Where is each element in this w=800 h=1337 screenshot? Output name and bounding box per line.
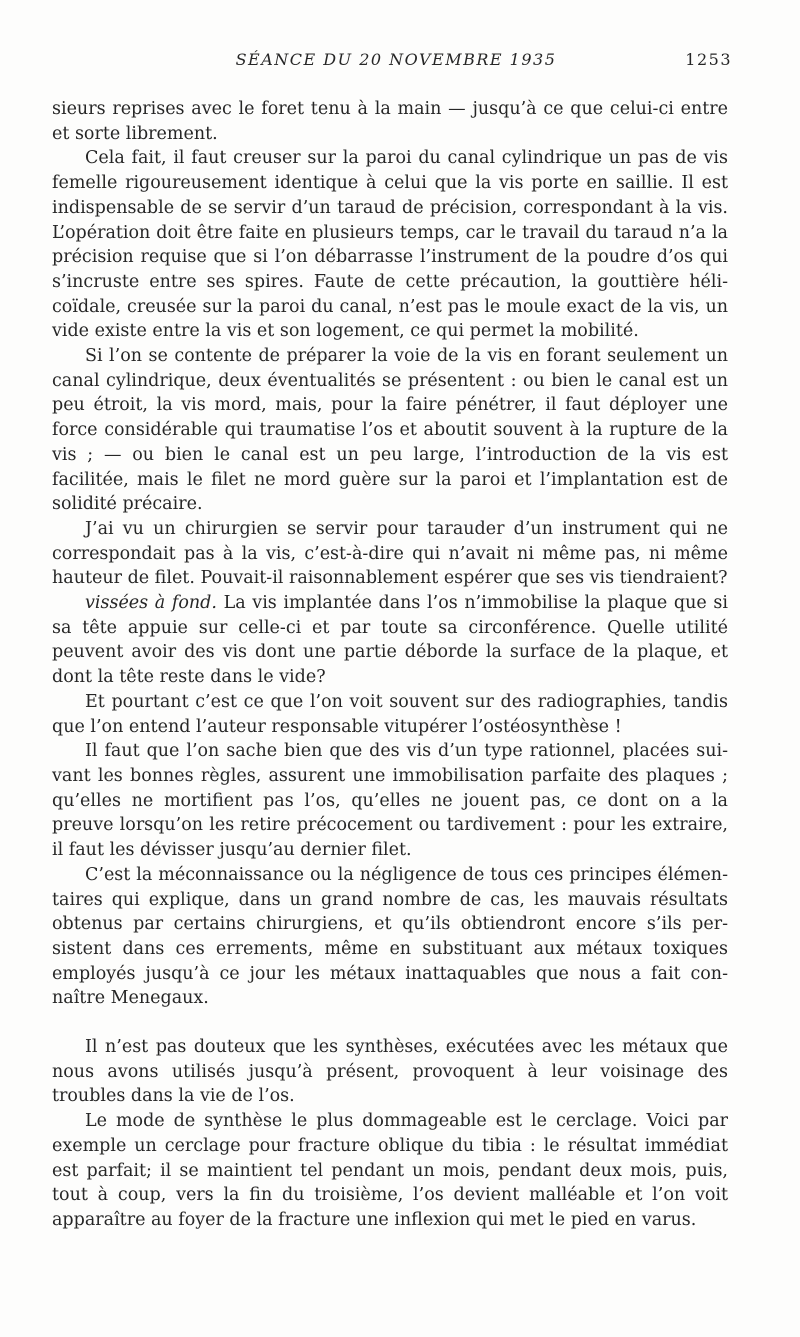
paragraph-6: Et pourtant c’est ce que l’on voit souvent sur des radiographies, tandis que l’on entend l’auteur responsable vitupérer l’ostéosynthèse !: [52, 691, 728, 737]
body-text: [52, 97, 728, 1233]
paragraph-5-text: La vis implantée dans l’os n’immobilise la plaque que si sa tête appuie sur celle-ci et par toute sa circonférence. Quelle utilité peuvent avoir des vis dont une partie déborde la surface de la plaque, et dont la tête reste dans le vide?: [52, 593, 728, 688]
paragraph-3: Si l’on se contente de préparer la voie de la vis en forant seulement un canal cylindrique, deux éventualités se présentent : ou bien le canal est un peu étroit, la vis mord, mais, pour la faire pénétrer, il faut déployer une force considérable qui traumatise l’os et aboutit souvent à la rupture de la vis ; — ou bien le canal est un peu large, l’introduction de la vis est facilitée, mais le filet ne mord guère sur la paroi et l’implantation est de solidité précaire.: [52, 346, 728, 515]
page-number: 1253: [685, 50, 732, 69]
paragraph-1: sieurs reprises avec le foret tenu à la main — jusqu’à ce que celui-ci entre et sorte librement.: [52, 99, 728, 144]
paragraph-5: [52, 591, 728, 690]
paragraph-4: J’ai vu un chirurgien se servir pour tarauder d’un instrument qui ne correspondait pas à la vis, c’est-à-dire qui n’avait ni même pas, ni même hauteur de filet. Pouvait-il raisonnablement espérer que ses vis tiendraient?: [52, 518, 728, 589]
emphasis-text: vissées à fond.: [85, 593, 217, 614]
paragraph-8: C’est la méconnaissance ou la négligence de tous ces principes élémen-taires qui explique, dans un grand nombre de cas, les mauvais résultats obtenus par certains chirurgiens, et qu’ils obtiendront encore s’ils per-sistent dans ces errements, même en substituant aux métaux toxiques employés jusqu’à ce jour les métaux inattaquables que nous a fait con-naître Menegaux.: [52, 864, 728, 1009]
running-head: SÉANCE DU 20 NOVEMBRE 1935: [235, 50, 557, 69]
paragraph-10: Le mode de synthèse le plus dommageable est le cerclage. Voici par exemple un cerclage pour fracture oblique du tibia : le résultat immédiat est parfait; il se maintient tel pendant un mois, pendant deux mois, puis, tout à coup, vers la fin du troisième, l’os devient malléable et l’on voit apparaître au foyer de la fracture une inflexion qui met le pied en varus.: [52, 1111, 728, 1230]
paragraph-7: Il faut que l’on sache bien que des vis d’un type rationnel, placées sui-vant les bonnes règles, assurent une immobilisation parfaite des plaques ; qu’elles ne mortifient pas l’os, qu’elles ne jouent pas, ce dont on a la preuve lorsqu’on les retire précocement ou tardivement : pour les extraire, il faut les dévisser jusqu’au dernier filet.: [52, 741, 728, 861]
paragraph-2: Cela fait, il faut creuser sur la paroi du canal cylindrique un pas de vis femelle rigoureusement identique à celui que la vis porte en saillie. Il est indispensable de se servir d’un taraud de précision, correspondant à la vis. L’opération doit être faite en plusieurs temps, car le travail du taraud n’a la précision requise que si l’on débarrasse l’instrument de la poudre d’os qui s’incruste entre ses spires. Faute de cette précaution, la gouttière héli-coïdale, creusée sur la paroi du canal, n’est pas le moule exact de la vis, un vide existe entre la vis et son logement, ce qui permet la mobilité.: [52, 148, 728, 342]
paragraph-9: Il n’est pas douteux que les synthèses, exécutées avec les métaux que nous avons utilisés jusqu’à présent, provoquent à leur voisinage des troubles dans la vie de l’os.: [52, 1037, 728, 1107]
page-header: [52, 50, 740, 74]
